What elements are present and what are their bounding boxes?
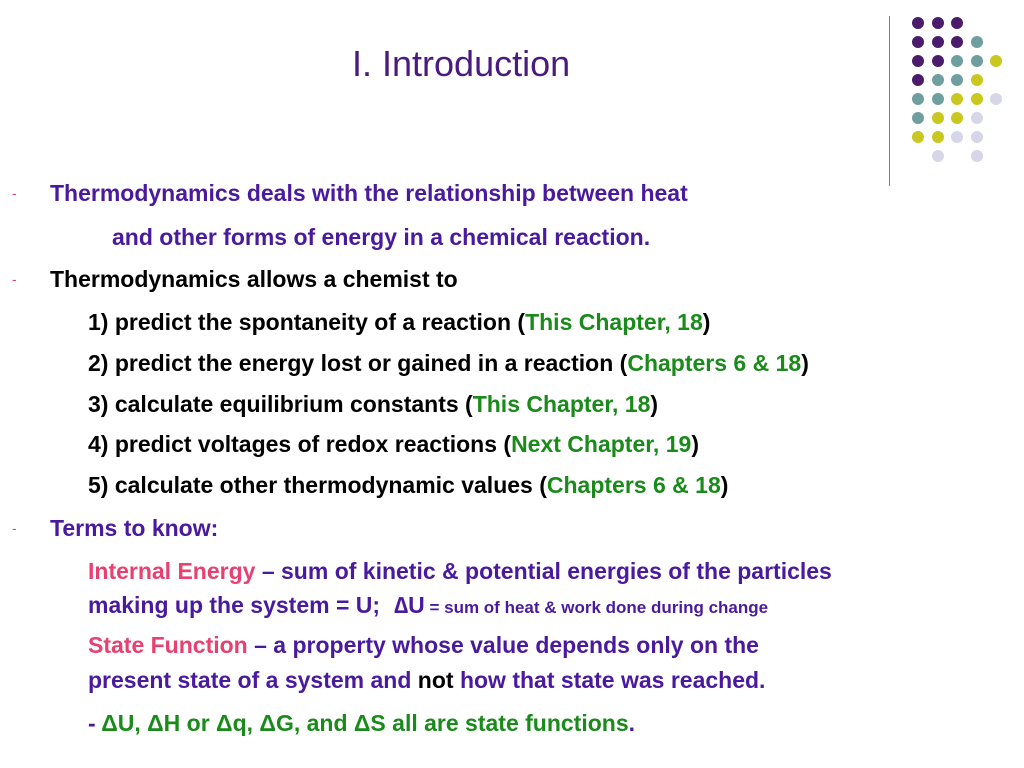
intro-line-1: Thermodynamics deals with the relationship between heat bbox=[50, 180, 688, 206]
bullet-marker: - bbox=[12, 520, 17, 536]
example-dash: - bbox=[88, 710, 102, 736]
state-function-line-2 bbox=[88, 665, 765, 695]
term-state-function: State Function bbox=[88, 632, 248, 658]
use-item-1 bbox=[88, 307, 710, 337]
examples-text: ΔU, ΔH or Δq, ΔG, and ΔS all are state functions bbox=[101, 710, 629, 736]
use-item-close: ) bbox=[650, 391, 659, 417]
use-item-close: ) bbox=[691, 431, 699, 457]
internal-energy-definition-cont: making up the system = U; bbox=[88, 592, 381, 618]
examples-period: . bbox=[628, 710, 635, 736]
chapter-reference: Chapters 6 & 18 bbox=[627, 350, 802, 376]
use-item-close: ) bbox=[702, 309, 711, 335]
use-item-text: 4) predict voltages of redox reactions ( bbox=[88, 431, 512, 457]
chapter-reference: Chapters 6 & 18 bbox=[546, 472, 721, 498]
state-function-line-1 bbox=[88, 630, 759, 660]
uses-heading: Thermodynamics allows a chemist to bbox=[50, 266, 458, 292]
intro-line-2: and other forms of energy in a chemical reaction. bbox=[112, 224, 651, 250]
use-item-text: 1) predict the spontaneity of a reaction ( bbox=[88, 309, 526, 335]
use-item-text: 2) predict the energy lost or gained in a reaction ( bbox=[88, 350, 628, 376]
internal-energy-definition: – sum of kinetic & potential energies of the particles bbox=[255, 558, 832, 584]
internal-energy-line-1 bbox=[88, 556, 832, 586]
use-item-2 bbox=[88, 348, 809, 378]
delta-u-definition: = sum of heat & work done during change bbox=[424, 598, 769, 617]
delta-u-symbol: ∆U bbox=[394, 592, 425, 618]
internal-energy-line-2 bbox=[88, 590, 768, 623]
state-function-definition: – a property whose value depends only on the bbox=[247, 632, 759, 658]
use-item-text: 3) calculate equilibrium constants ( bbox=[88, 391, 473, 417]
chapter-reference: This Chapter, 18 bbox=[472, 391, 651, 417]
state-function-definition-end: how that state was reached. bbox=[453, 667, 766, 693]
use-item-4 bbox=[88, 429, 699, 459]
use-item-3 bbox=[88, 389, 658, 419]
state-function-definition-cont: present state of a system and bbox=[88, 667, 418, 693]
bullet-marker: - bbox=[12, 185, 17, 201]
chapter-reference: Next Chapter, 19 bbox=[511, 431, 692, 457]
bullet-marker: - bbox=[12, 271, 17, 287]
use-item-close: ) bbox=[720, 472, 729, 498]
slide-title: I. Introduction bbox=[352, 43, 571, 84]
chapter-reference: This Chapter, 18 bbox=[525, 309, 703, 335]
terms-heading: Terms to know: bbox=[50, 515, 219, 541]
use-item-close: ) bbox=[801, 350, 809, 376]
state-functions-examples bbox=[88, 708, 635, 738]
term-internal-energy: Internal Energy bbox=[88, 558, 256, 584]
use-item-text: 5) calculate other thermodynamic values ( bbox=[88, 472, 547, 498]
emphasis-not: not bbox=[417, 667, 454, 693]
use-item-5 bbox=[88, 470, 728, 500]
